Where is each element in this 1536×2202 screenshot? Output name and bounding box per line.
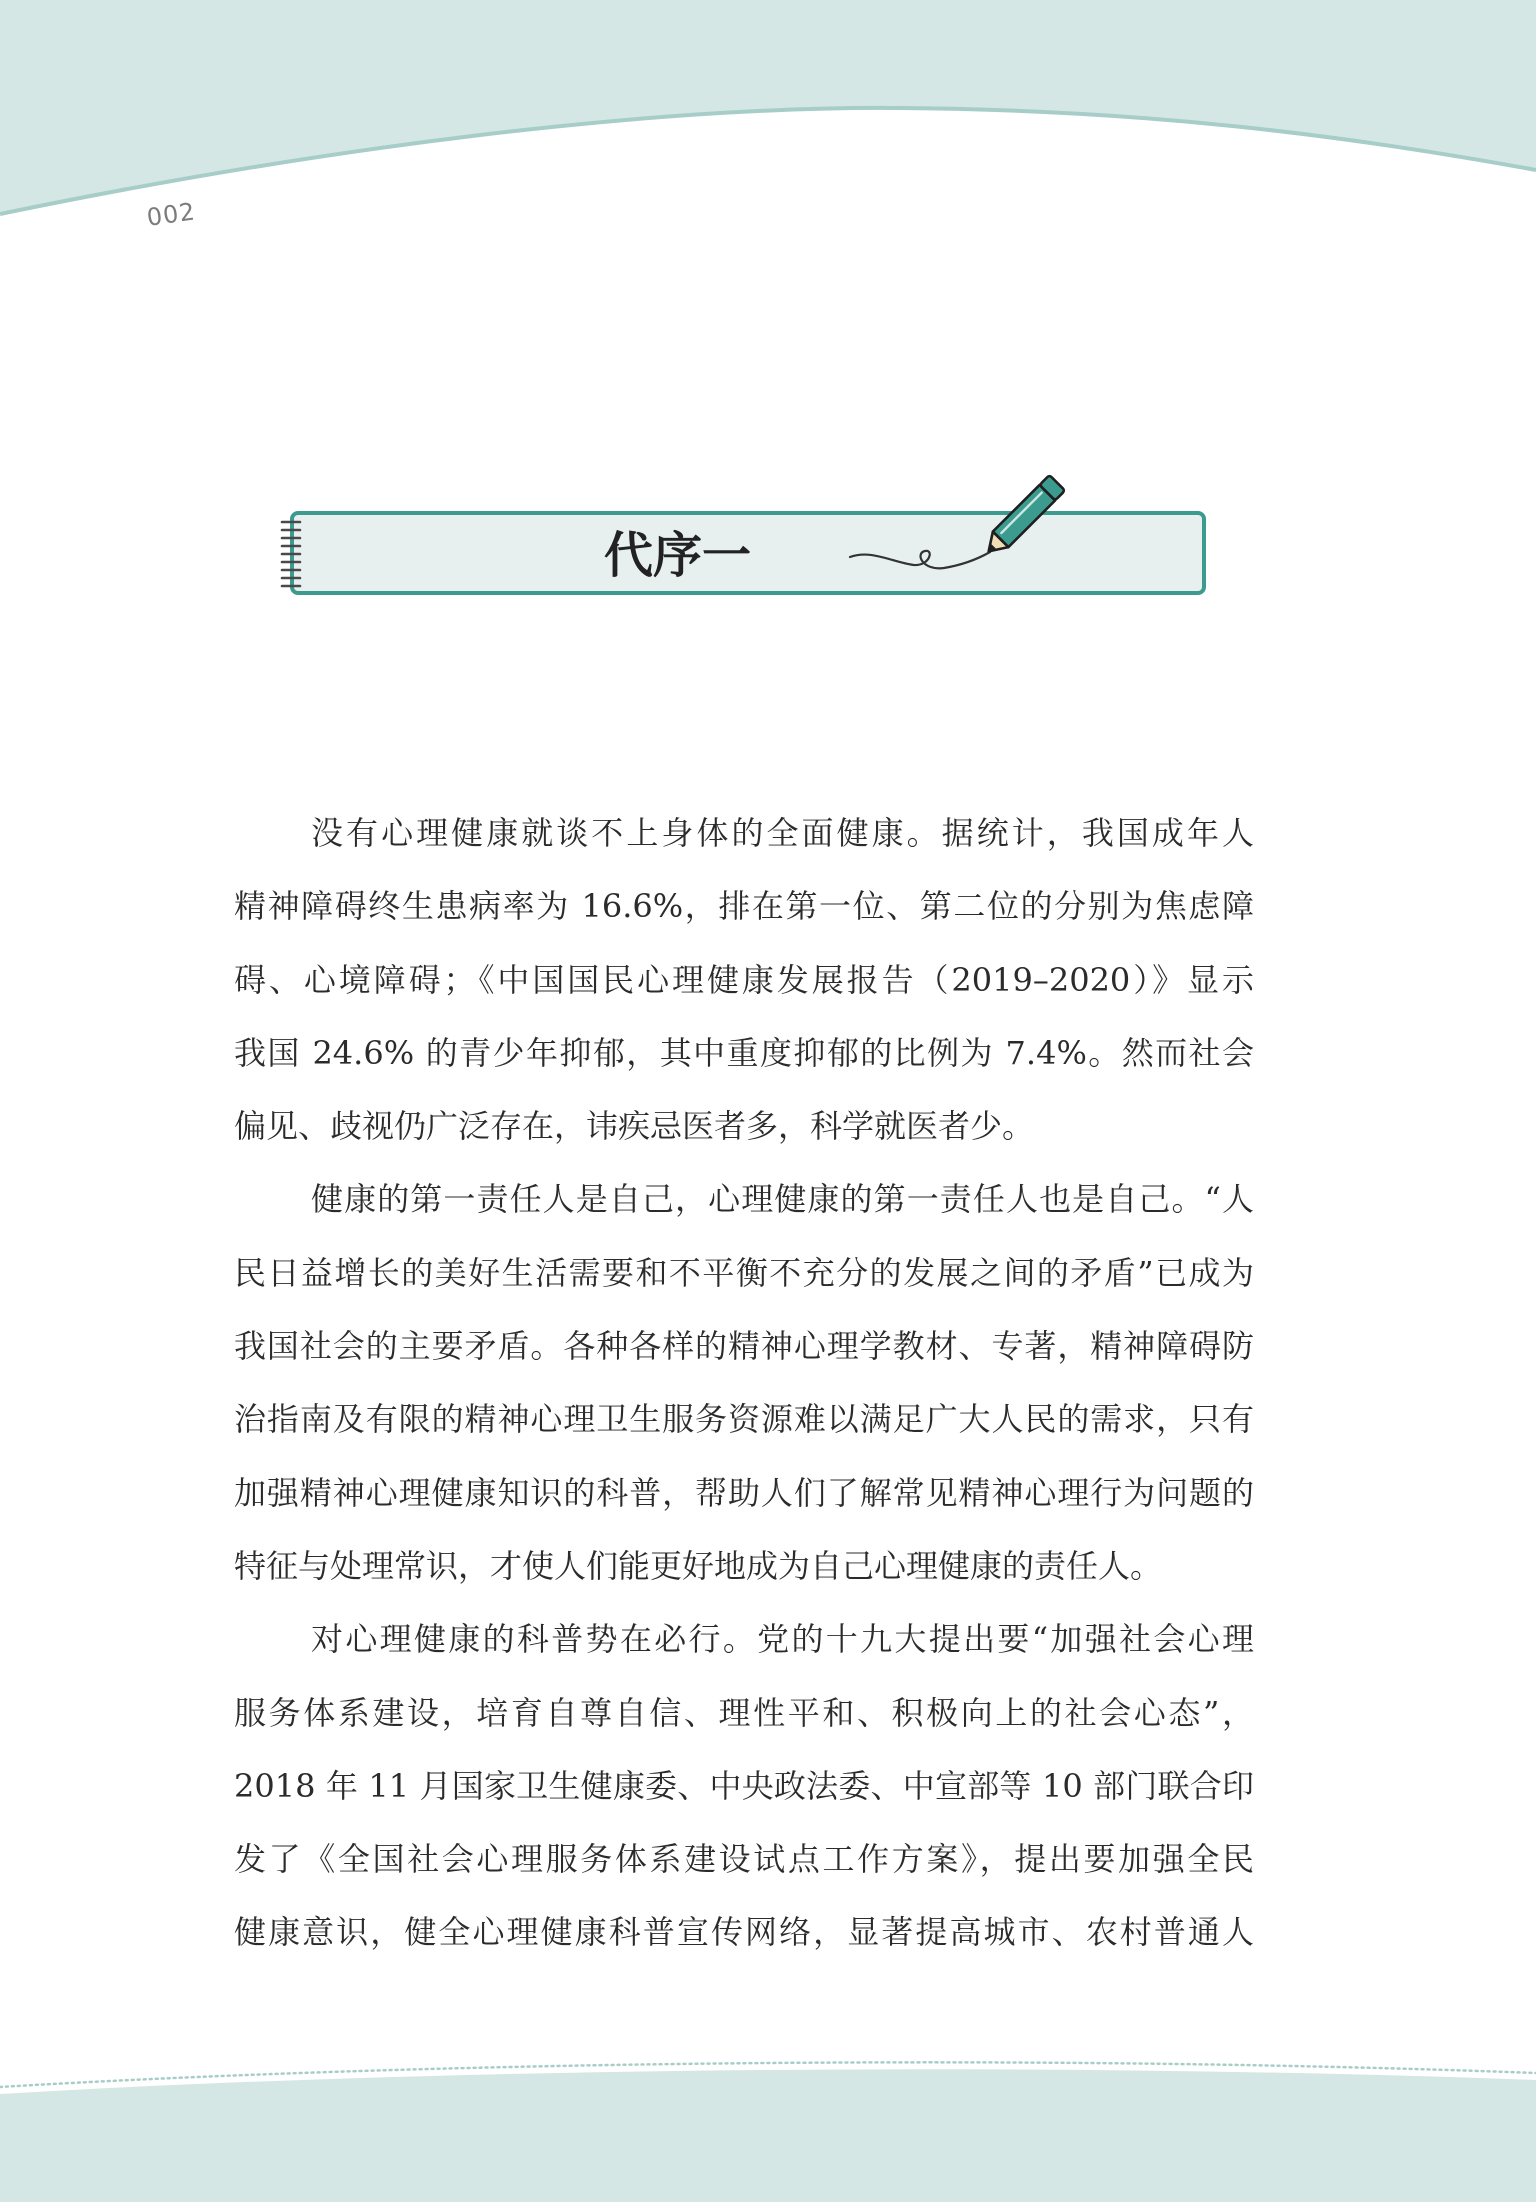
page-number: 002	[145, 197, 198, 232]
text-line: 特征与处理常识，才使人们能更好地成为自己心理健康的责任人。	[234, 1546, 1163, 1585]
text-line: 健康的第一责任人是自己，心理健康的第一责任人也是自己。“人	[311, 1180, 1254, 1219]
page-title: 代序一	[604, 526, 752, 584]
text-line: 加强精神心理健康知识的科普，帮助人们了解常见精神心理行为问题的	[234, 1473, 1254, 1512]
paragraph	[234, 1163, 1254, 1603]
text-line: 我国社会的主要矛盾。各种各样的精神心理学教材、专著，精神障碍防	[234, 1327, 1254, 1366]
text-line: 碍、心境障碍；《中国国民心理健康发展报告（2019–2020）》显示	[234, 960, 1254, 999]
text-line: 2018 年 11 月国家卫生健康委、中央政法委、中宣部等 10 部门联合印	[234, 1766, 1254, 1805]
text-line: 发了《全国社会心理服务体系建设试点工作方案》，提出要加强全民	[234, 1840, 1254, 1879]
text-line: 健康意识，健全心理健康科普宣传网络，显著提高城市、农村普通人	[234, 1913, 1254, 1952]
paragraph	[234, 797, 1254, 1163]
paragraph	[234, 1603, 1254, 1969]
text-line: 治指南及有限的精神心理卫生服务资源难以满足广大人民的需求，只有	[234, 1400, 1254, 1439]
text-line: 服务体系建设，培育自尊自信、理性平和、积极向上的社会心态”，	[234, 1693, 1254, 1732]
title-box	[0, 0, 1536, 640]
text-line: 精神障碍终生患病率为 16.6%，排在第一位、第二位的分别为焦虑障	[234, 887, 1254, 926]
footer-wave-fill	[0, 2069, 1536, 2202]
text-line: 没有心理健康就谈不上身体的全面健康。据统计，我国成年人	[311, 814, 1254, 852]
text-line: 民日益增长的美好生活需要和不平衡不充分的发展之间的矛盾”已成为	[234, 1253, 1254, 1292]
body-text	[234, 797, 1254, 1970]
text-line: 对心理健康的科普势在必行。党的十九大提出要“加强社会心理	[311, 1620, 1254, 1659]
text-line: 偏见、歧视仍广泛存在，讳疾忌医者多，科学就医者少。	[234, 1107, 1035, 1146]
text-line: 我国 24.6% 的青少年抑郁，其中重度抑郁的比例为 7.4%。然而社会	[234, 1033, 1254, 1072]
footer-wave	[0, 2040, 1536, 2202]
